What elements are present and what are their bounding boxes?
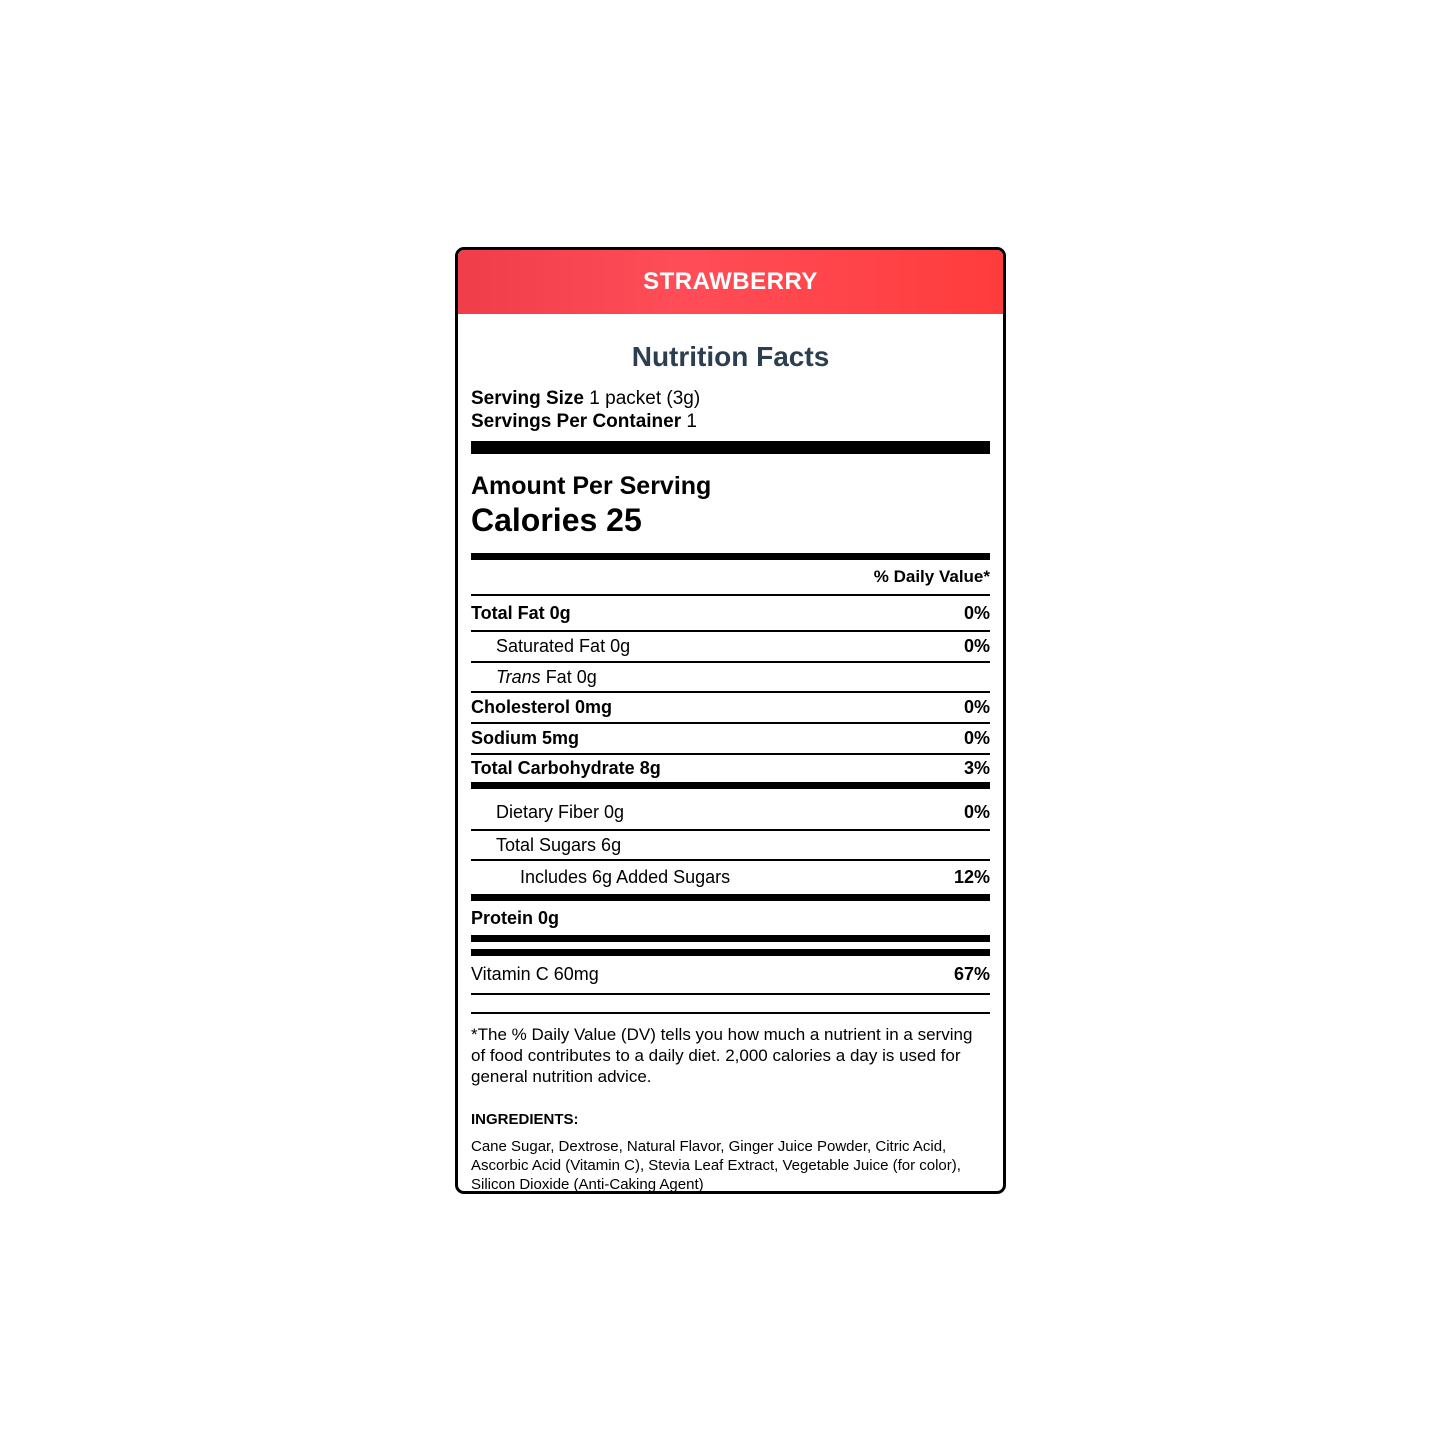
flavor-banner: STRAWBERRY	[458, 250, 1003, 314]
daily-value-header-text: % Daily Value*	[873, 567, 990, 586]
nutrient-dv: 3%	[963, 758, 990, 778]
nutrition-label	[455, 247, 1006, 1194]
nutrient-row-added-sugars	[471, 861, 990, 901]
calories: Calories 25	[471, 502, 642, 538]
nutrient-label: Saturated Fat 0g	[496, 636, 631, 656]
trans-italic: Trans	[496, 666, 541, 687]
nutrient-dv: 0%	[963, 697, 990, 717]
nutrient-row-protein	[471, 901, 990, 942]
nutrient-label: Cholesterol 0mg	[471, 697, 613, 717]
daily-value-footnote: *The % Daily Value (DV) tells you how much a nutrient in a serving of food contributes to a daily diet. 2,000 calories a day is used for general nutrition advice.	[471, 1025, 973, 1086]
divider-thick	[471, 441, 990, 454]
divider-thin	[471, 995, 990, 1014]
serving-size-label: Serving Size	[471, 388, 584, 409]
trans-rest: Fat 0g	[540, 666, 597, 687]
nutrient-label: Vitamin C 60mg	[471, 964, 599, 984]
divider-medium	[471, 949, 990, 956]
nutrient-label: Total Carbohydrate 8g	[471, 758, 661, 778]
nutrient-dv: 67%	[953, 964, 990, 984]
nutrient-label: Total Fat 0g	[471, 602, 571, 623]
label-content	[471, 314, 990, 1194]
nutrient-row-sodium	[471, 724, 990, 755]
nutrient-dv: 0%	[963, 801, 990, 822]
spacer	[471, 942, 990, 949]
divider-medium	[471, 553, 990, 560]
serving-size-value: 1 packet (3g)	[589, 388, 701, 409]
nutrient-row-trans-fat	[471, 663, 990, 693]
servings-per-container-label: Servings Per Container	[471, 411, 682, 432]
nutrient-row-saturated-fat	[471, 632, 990, 663]
nutrient-row-vitamin-c	[471, 956, 990, 995]
amount-per-serving: Amount Per Serving	[471, 472, 712, 500]
nutrient-row-total-carbohydrate	[471, 755, 990, 789]
servings-per-container-value: 1	[686, 411, 697, 432]
serving-info	[471, 387, 990, 433]
nutrient-label	[496, 667, 597, 688]
nutrient-label: Includes 6g Added Sugars	[520, 867, 731, 887]
nutrient-row-cholesterol	[471, 693, 990, 724]
nutrient-label: Total Sugars 6g	[496, 834, 622, 855]
serving-size	[471, 387, 990, 410]
nutrient-label: Sodium 5mg	[471, 728, 580, 748]
nutrient-row-total-fat	[471, 596, 990, 632]
nutrient-label: Dietary Fiber 0g	[496, 801, 625, 822]
nutrient-row-total-sugars	[471, 831, 990, 861]
ingredients-title: INGREDIENTS:	[471, 1111, 579, 1128]
nutrient-row-dietary-fiber	[471, 789, 990, 831]
page-title: Nutrition Facts	[631, 341, 830, 372]
servings-per-container	[471, 410, 990, 433]
nutrient-label: Protein 0g	[471, 907, 560, 928]
nutrient-dv: 0%	[963, 602, 990, 623]
nutrient-dv: 0%	[963, 636, 990, 656]
nutrient-dv: 12%	[953, 867, 990, 887]
daily-value-header	[471, 560, 990, 596]
ingredients-text: Cane Sugar, Dextrose, Natural Flavor, Ginger Juice Powder, Citric Acid, Ascorbic Acid (Vitamin C), Stevia Leaf Extract, Vegetable Juice (for color), Silicon Dioxide (Anti-Caking Agent)	[471, 1138, 961, 1193]
nutrient-dv: 0%	[963, 728, 990, 748]
